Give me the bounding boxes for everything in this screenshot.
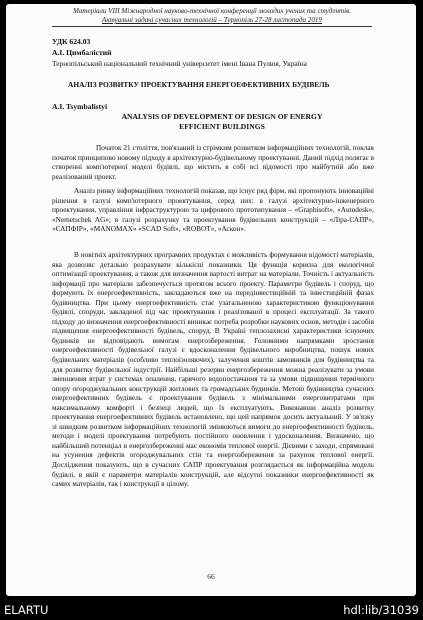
footer-bar <box>0 600 423 620</box>
title-en <box>86 112 358 131</box>
header-line-1: Матеріали VIII Міжнародної науково-технічної конференції молодих учених та студентів. <box>73 7 351 15</box>
document-page <box>6 4 416 596</box>
header-line-2: Актуальні задачі сучасних технологій – Тернопіль 27-28 листопада 2019 <box>102 16 322 24</box>
title-ua: АНАЛІЗ РОЗВИТКУ ПРОЕКТУВАННЯ ЕНЕРГОЕФЕКТИВНИХ БУДІВЕЛЬ <box>68 80 330 89</box>
paragraph-intro: Початок 21 століття, пов'язаний із стрімким розвитком інформаційних технологій, поклав початок принципово новому підходу в архітектурно-будівельному проектуванні. Даний підхід полягає в створенні комп'ютерної моделі будівлі, що містить в собі всі відомості про майбутній або вже реалізований проект. <box>52 144 374 181</box>
author-ua: А.І. Цимбалістий <box>52 48 112 57</box>
footer-handle-id: hdl:lib/31039 <box>343 603 419 617</box>
page-number: 66 <box>207 572 215 581</box>
header-rule <box>52 26 372 27</box>
paragraph-analysis: В новітніх архітектурних програмних продуктах є можливість формування відомості матеріалів, яка дозволяє детально розрахувати кількісні показники. Ця функція корисна для екологічної оптимізації проектування, а також для визначення вартості витрат на матеріали. Точність і актуальність інформації про матеріали забезпечується протягом всього проекту. Параметри будівель і споруд, що формують їх енергоефективність, закладаються вже на передінвестиційній та інвестиційній фазах будівництва. При цьому енергоефективність стає узагальненою характеристикою функціонування будівлі, споруди, закладеної під час проектування і реалізованої в процесі експлуатації. За такого підходу до визначення енергоефективності виникає потреба розробки наукових основ, методів і засобів підвищення енергоефективності будівель, споруд. В Україні теплозахисні характеристики існуючих будинків не відповідають вимогам енергозбереження. Головними напрямками зростання енергоефективності будівельної галузі є вдосконалення будівельного виробництва, пошук нових будівельних матеріалів (особливо теплоізоляючих), залучення коштів замовників для будівництва та для розвитку будівельної індустрії. Найбільші резерви енергозбереження можна реалізувати за умови зменшення втрат у системах опалення, гарячого водопостачання та за умови підвищення термічного опору огороджувальних конструкцій житлових та громадських будинків. Метою будівництва сучасних енергоефективних будівель є проектування будівель з мінімальними енерговитратами при максимальному комфорті і безпеці людей, що їх експлуатують. Виконавши аналіз розвитку проектування енергоефективних будівель встановлено, що цей напрямок досить актуальний. У зв'язку зі швидким розвитком інформаційних технологій змінюються вимоги до енергоефективності будівель, методи і моделі проектування потребують постійного оновлення і удосконалення. Визначено, що найбільший потенціал в енергозбереженні має економія теплової енергії. Дієвими є заходи, спрямовані на усунення дефектів огороджувальних стін та енергозбереження за рахунок теплової енергії. Дослідження показують, що в сучасних САПР проектування розглядається як інформаційна модель будівлі, в якій є параметри матеріалів конструкцій, але відсутні показники енергоефективності як самих матеріалів, так і конструкції в цілому. <box>52 251 374 489</box>
author-en: A.I. Tsymbalistyi <box>52 102 108 111</box>
udk-code: УДК 624.03 <box>52 37 91 46</box>
paragraph-market: Аналіз ринку інформаційних технологій показав, що існує ряд фірм, які пропонують інноваційні рішення в галузі комп'ютерного проектування, серед них: в галузі архітектурно-інженерного проектування, управління інфраструктурою та цифрового прототипування – «Graphisoft», «Autodesk», «Nemetschek AG»; в галузі розрахунку та проектування будівельних конструкцій – «Ліра-САПР», «САПФІР», «MANOMAX» «SCAD Soft», «ROBOT», «Аскон». <box>52 187 374 234</box>
title-en-line-2: EFFICIENT BUILDINGS <box>179 121 265 131</box>
title-en-line-1: ANALYSIS OF DEVELOPMENT OF DESIGN OF ENERGY <box>121 112 323 121</box>
running-header <box>52 7 372 25</box>
affiliation: Тернопільський національний технічний університет імені Івана Пулюя, Україна <box>52 59 307 68</box>
footer-repository-label: ELARTU <box>4 603 49 617</box>
